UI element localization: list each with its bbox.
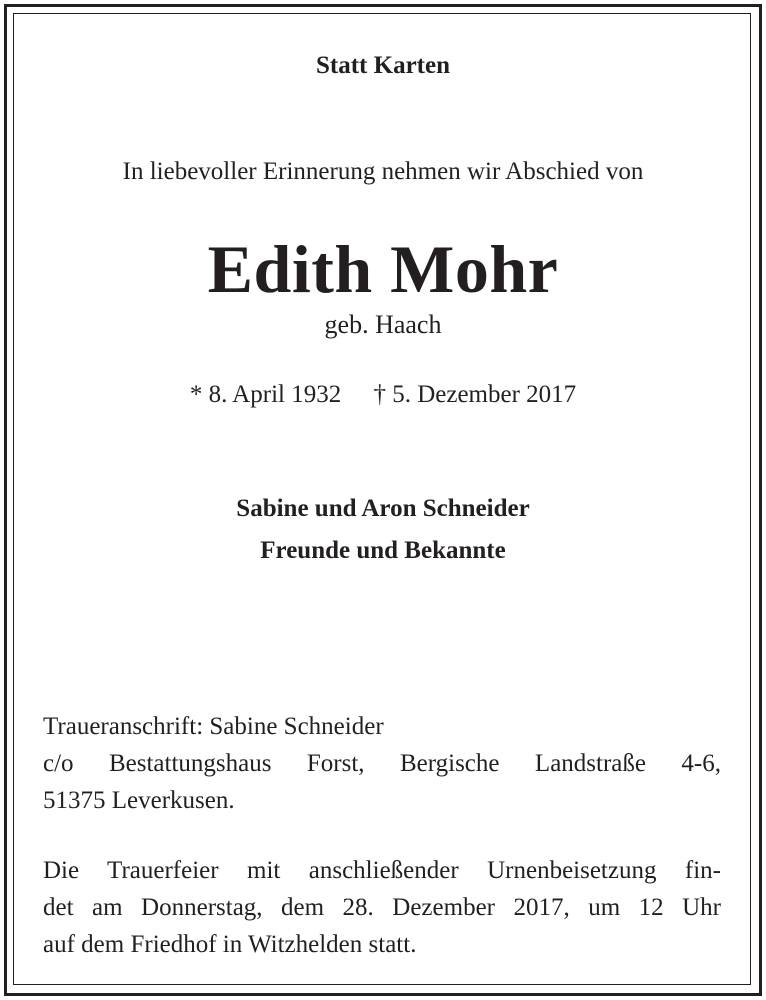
birth-date: * 8. April 1932 [189, 381, 342, 408]
deceased-name: Edith Mohr [207, 231, 559, 307]
mourning-address [43, 708, 721, 819]
notice-header: Statt Karten [316, 52, 450, 79]
ceremony-line: Die Trauerfeier mit anschließender Urnenbeisetzung fin- [43, 857, 721, 884]
ceremony-line: auf dem Friedhof in Witzhelden statt. [43, 931, 417, 958]
death-date: † 5. Dezember 2017 [373, 381, 577, 408]
address-line: c/o Bestattungshaus Forst, Bergische Landstraße 4-6, [43, 750, 721, 777]
address-line: Traueranschrift: Sabine Schneider [43, 713, 384, 740]
maiden-name: geb. Haach [324, 310, 442, 339]
ceremony-line: det am Donnerstag, dem 28. Dezember 2017, um 12 Uhr [43, 894, 721, 921]
intro-text: In liebevoller Erinnerung nehmen wir Abschied von [122, 158, 644, 185]
ceremony-info [43, 852, 721, 963]
mourner-line: Freunde und Bekannte [260, 537, 506, 564]
life-dates [0, 381, 766, 409]
mourner-line: Sabine und Aron Schneider [236, 495, 530, 522]
address-line: 51375 Leverkusen. [43, 787, 235, 814]
